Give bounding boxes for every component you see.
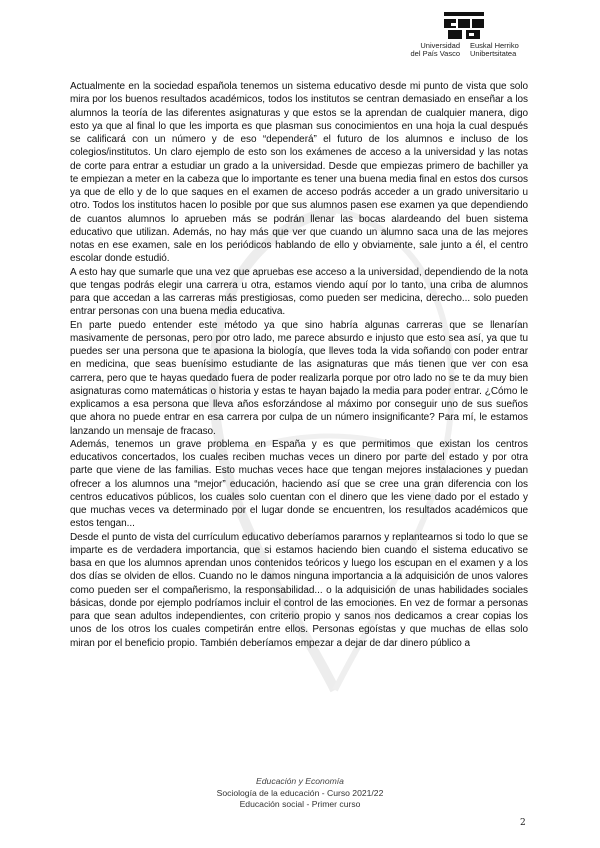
footer-subject: Sociología de la educación - Curso 2021/22 xyxy=(216,787,384,798)
university-name-es-line2: del País Vasco xyxy=(410,49,460,59)
document-body xyxy=(70,80,528,650)
page-footer xyxy=(0,776,600,811)
upv-ehu-emblem-icon xyxy=(444,12,484,40)
paragraph-3: En parte puedo entender este método ya que sino habría algunas carreras que se llenarían masivamente de personas, pero por otro lado, me parece absurdo e injusto que esto sea así, ya que tu puedes ser una persona que te apasiona la biología, que lleves toda la vida soñando con poder entrar en medicina, que seas buenísimo estudiante de las asignaturas que más tienen que ver con esa carrera, pero que te hayas quedado fuera de poder realizarla porque por otro lado no se te da muy bien asignaturas como matemáticas o historia y estas te hayan bajado la media para poder entrar. ¿Cómo le explicamos a esa persona que lleva años esforzándose al máximo por conseguir uno de sus sueños que ahora no puede entrar en esa carrera por culpa de un número insignificante? Para mí, le estamos lanzando un mensaje de fracaso. xyxy=(70,319,528,437)
footer-course-title: Educación y Economía xyxy=(256,776,344,786)
paragraph-5: Desde el punto de vista del currículum educativo deberíamos pararnos y replantearnos si todo lo que se imparte es de verdadera importancia, que si estamos haciendo bien cuando el sistema educativo se basa en que los alumnos aprendan unos contenidos teóricos y luego los escupan en el examen y a los dos días se olviden de ellos. Cuando no le damos ninguna importancia a la adquisición de unos valores como pueden ser el compañerismo, la responsabilidad... o la adquisición de unas habilidades sociales básicas, donde por ejemplo podríamos incluir el control de las emociones. En vez de formar a personas para que sean adultos independientes, con criterio propio y sanos nos dedicamos a crear copias los unos de los otros los cuales competirán entre ellos. Personas egoístas y que muchas de ellas solo miran por el beneficio propio. También deberíamos empezar a dejar de dar dinero público a xyxy=(70,531,528,649)
footer-degree: Educación social - Primer curso xyxy=(239,799,361,809)
paragraph-4: Además, tenemos un grave problema en España y es que permitimos que existan los centros educativos concertados, los cuales reciben muchas veces un dinero por parte del estado y por otra parte que viene de las familias. Esto muchas veces hace que tengan mejores instalaciones y puedan ofrecer a los alumnos una “mejor” educación, haciendo así que se cree una gran diferencia con los centros educativos públicos, los cuales solo cuentan con el dinero que les viene dado por el estado y que muchas veces va determinado por el lugar donde se encuentren, los resultados académicos que estos tengan... xyxy=(70,438,528,530)
university-name-es-line1: Universidad xyxy=(420,41,460,50)
page-number: 2 xyxy=(520,818,526,828)
university-name-eu xyxy=(470,42,550,59)
university-logo xyxy=(398,12,578,74)
paragraph-2: A esto hay que sumarle que una vez que apruebas ese acceso a la universidad, dependiendo de la nota que tengas podrás elegir una carrera u otra, estamos viendo aquí por lo tanto, una criba de alumnos para que accedan a las carreras más prestigiosas, como pueden ser medicina, derecho... solo pueden entrar personas con una buena media educativa. xyxy=(70,266,528,318)
university-name-es xyxy=(400,42,460,59)
university-name-eu-line1: Euskal Herriko xyxy=(470,41,519,50)
paragraph-1: Actualmente en la sociedad española tenemos un sistema educativo desde mi punto de vista que solo mira por los buenos resultados académicos, todos los institutos se centran demasiado en enseñar a los alumnos la teoría de las diferentes asignaturas y que estos se la aprendan de cualquier manera, digo esto ya que al final lo que les importa es que plasman sus conocimientos en una hoja la cual después se calificará con un número y de eso “dependerá” el futuro de los alumnos e incluso de los colegios/institutos. Un claro ejemplo de esto son los exámenes de acceso a la universidad y las notas de corte para entrar a estudiar un grado a la universidad. Desde que empiezas primero de bachiller ya te empiezan a meter en la cabeza que lo importante es tener una buena media final en estos dos cursos ya que de ello y de lo que saques en el examen de acceso podrás acceder a un grado universitario u otro. Todos los institutos hacen lo posible por que sus alumnos pasen ese examen ya que dependiendo de cuantos alumnos lo aprueben más se podrán llenar las bocas alardeando del buen sistema educativo que utilizan. Además, no hay más que ver que cuando un alumno saca una de las mejores notas en ese examen, sale en los periódicos hablando de ello y obviamente, sale junto a él, el centro escolar donde estudió. xyxy=(70,81,528,265)
university-name-eu-line2: Unibertsitatea xyxy=(470,49,517,59)
